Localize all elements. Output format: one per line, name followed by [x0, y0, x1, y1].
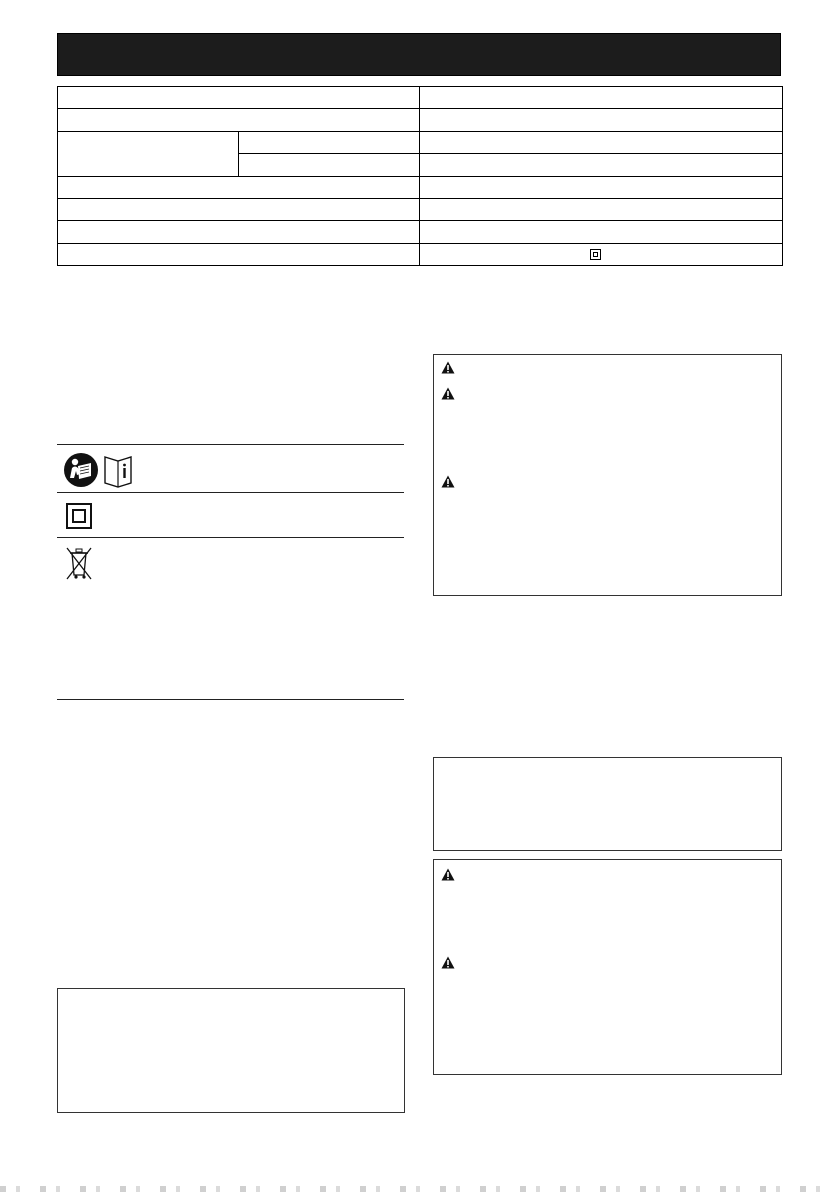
section-header-bar [57, 33, 781, 76]
spec-value [420, 87, 783, 109]
divider [57, 699, 404, 700]
notice-box-middle [433, 757, 782, 851]
spec-label [58, 131, 239, 176]
spec-label [58, 87, 420, 109]
divider [57, 537, 404, 538]
spec-value [420, 109, 783, 131]
notice-box-left-bottom [57, 988, 405, 1113]
warning-triangle-icon [441, 475, 455, 488]
spec-label [58, 198, 420, 220]
table-row [58, 221, 783, 243]
read-manual-icon [63, 452, 153, 488]
spec-value [420, 243, 783, 265]
spec-label [58, 221, 420, 243]
table-row [58, 131, 783, 153]
warning-triangle-icon [441, 361, 455, 374]
table-row [58, 243, 783, 265]
double-insulation-mark-icon [590, 249, 601, 260]
warning-triangle-icon [441, 387, 455, 400]
spec-label [58, 109, 420, 131]
spec-sublabel [239, 131, 420, 153]
spec-label [58, 176, 420, 198]
spec-sublabel [239, 154, 420, 176]
spec-value [420, 176, 783, 198]
page-footer-strip [0, 1186, 840, 1192]
spec-value [420, 198, 783, 220]
symbol-row-read-manual [57, 446, 404, 492]
divider [57, 444, 404, 445]
crossed-out-wheelie-bin-icon [65, 545, 93, 581]
table-row [58, 87, 783, 109]
double-insulation-icon [66, 503, 92, 529]
specifications-table [57, 86, 783, 266]
symbol-row-double-insulation [57, 494, 404, 536]
warning-triangle-icon [441, 956, 455, 969]
table-row [58, 176, 783, 198]
warning-box-bottom [433, 859, 782, 1075]
spec-value [420, 131, 783, 153]
table-row [58, 198, 783, 220]
spec-value [420, 221, 783, 243]
table-row [58, 109, 783, 131]
spec-value [420, 154, 783, 176]
warning-triangle-icon [441, 868, 455, 881]
spec-label [58, 243, 420, 265]
warning-box-top [433, 354, 782, 596]
divider [57, 492, 404, 493]
symbol-row-weee [57, 539, 404, 697]
